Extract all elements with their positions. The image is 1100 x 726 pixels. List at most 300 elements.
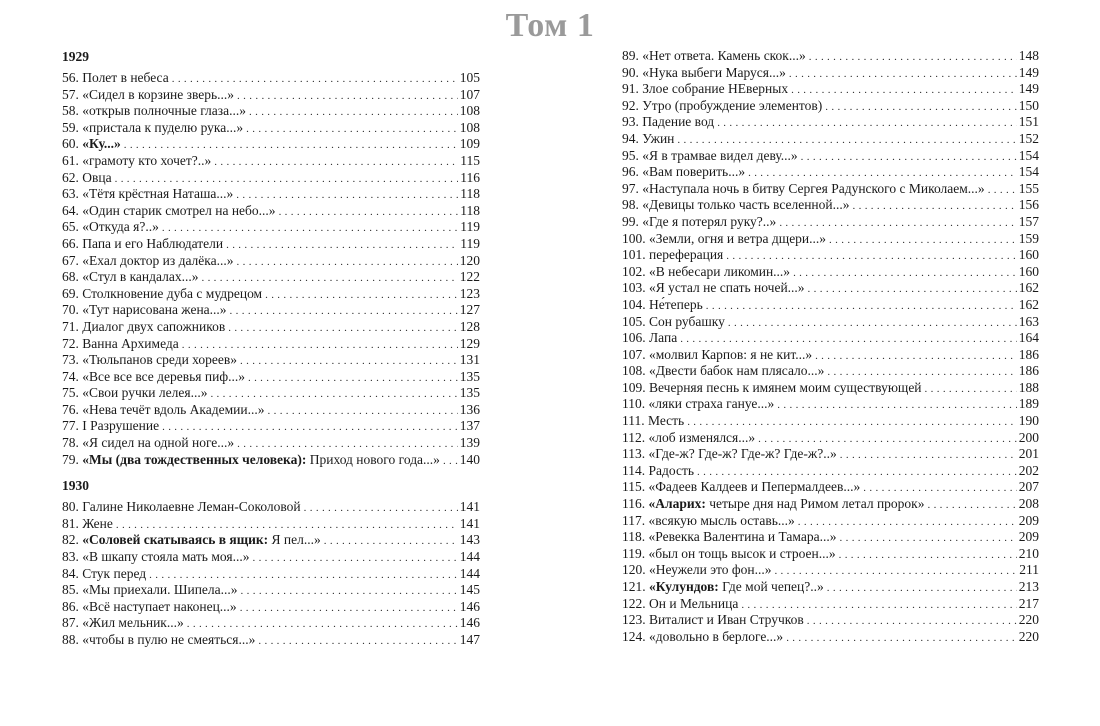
entry-title: [649, 347, 812, 364]
dot-leader: [246, 120, 458, 138]
dot-leader: [265, 286, 458, 304]
dot-leader: [840, 446, 1017, 464]
entry-title-text: «Фадеев Калдеев и Пепермалдеев...»: [648, 479, 861, 495]
toc-entry: [622, 629, 1039, 646]
page-number: 217: [1018, 595, 1039, 611]
entry-number: 63.: [62, 186, 79, 202]
entry-title-text: «Тётя крёстная Наташа...»: [82, 186, 234, 202]
page-number: 146: [459, 598, 480, 614]
entry-number: 65.: [62, 219, 79, 235]
entry-title-text: Сон рубашку: [649, 313, 725, 329]
entry-number: 103.: [622, 280, 646, 296]
entry-title-text: «пристала к пуделю рука...»: [82, 119, 244, 135]
dot-leader: [443, 452, 458, 470]
entry-title: [82, 532, 321, 549]
entry-title-text: Ужин: [642, 130, 675, 146]
entry-number: 112.: [622, 429, 646, 445]
entry-title: [642, 131, 674, 148]
toc-entry: [62, 269, 480, 286]
dot-leader: [988, 181, 1017, 199]
entry-title-text: «довольно в берлоге...»: [649, 628, 784, 644]
toc-entry: [622, 463, 1039, 480]
page-number: 146: [459, 615, 480, 631]
dot-leader: [697, 463, 1017, 481]
dot-leader: [268, 402, 458, 420]
dot-leader: [825, 98, 1016, 116]
dot-leader: [726, 247, 1016, 265]
entry-title: [82, 87, 234, 104]
entry-title-text: «Тут нарисована жена...»: [82, 302, 227, 318]
dot-leader: [115, 170, 459, 188]
dot-leader: [839, 546, 1017, 564]
page-number: 122: [459, 269, 480, 285]
dot-leader: [774, 562, 1017, 580]
toc-left-column: [62, 48, 480, 649]
dot-leader: [240, 352, 458, 370]
entry-number: 120.: [622, 562, 646, 578]
entry-title: [82, 136, 120, 153]
entry-number: 88.: [62, 632, 79, 647]
toc-entry: [622, 596, 1039, 613]
entry-title: [649, 314, 725, 331]
page-number: 115: [460, 152, 480, 168]
page-number: 186: [1018, 363, 1039, 379]
page-number: 131: [459, 352, 480, 368]
dot-leader: [827, 363, 1016, 381]
toc-entry: [62, 599, 480, 616]
entry-title: [649, 380, 922, 397]
entry-number: 75.: [62, 385, 79, 401]
entry-number: 68.: [62, 269, 79, 285]
entry-number: 73.: [62, 352, 79, 368]
entry-title-text: Падение вод: [642, 114, 715, 130]
toc-entry: [622, 446, 1039, 463]
page-number: 109: [459, 136, 480, 152]
toc-entry: [62, 153, 480, 170]
entry-title-text: «Нева течёт вдоль Академии...»: [82, 401, 265, 417]
page-number: 157: [1018, 213, 1039, 229]
toc-entry: [622, 114, 1039, 131]
toc-entry: [622, 181, 1039, 198]
toc-entry: [62, 87, 480, 104]
page-number: 135: [459, 368, 480, 384]
year-heading: 1930: [62, 478, 89, 494]
entry-number: 114.: [622, 462, 646, 478]
page-number: 151: [1018, 114, 1039, 130]
page-number: 186: [1018, 346, 1039, 362]
dot-leader: [252, 549, 457, 567]
entry-number: 101.: [622, 247, 646, 263]
entry-number: 110.: [622, 396, 646, 412]
entry-number: 82.: [62, 532, 79, 548]
entry-number: 87.: [62, 615, 79, 631]
page-number: 147: [459, 632, 480, 647]
entry-title-text: Приход нового года...»: [306, 451, 440, 467]
entry-title: [82, 516, 113, 533]
dot-leader: [798, 513, 1017, 531]
toc-entry: [62, 435, 480, 452]
dot-leader: [237, 87, 458, 105]
page-number: 156: [1018, 197, 1039, 213]
entry-number: 64.: [62, 202, 79, 218]
toc-entry: [62, 549, 480, 566]
dot-leader: [241, 582, 458, 600]
page-number: 213: [1018, 579, 1039, 594]
dot-leader: [236, 186, 458, 204]
entry-number: 59.: [62, 119, 79, 135]
entry-title: [642, 197, 849, 214]
toc-entry: [622, 280, 1039, 297]
entry-number: 96.: [622, 164, 639, 180]
entry-title: [649, 297, 703, 314]
toc-entry: [622, 330, 1039, 347]
entry-title: [642, 181, 984, 198]
entry-number: 86.: [62, 598, 79, 614]
entry-number: 111.: [622, 413, 645, 429]
entry-number: 100.: [622, 230, 646, 246]
entry-number: 66.: [62, 235, 79, 251]
entry-number: 67.: [62, 252, 79, 268]
page-number: 164: [1018, 330, 1039, 346]
entry-title-text: Столкновение дуба с мудрецом: [82, 285, 263, 301]
entry-title: [649, 430, 756, 447]
entry-title: [642, 65, 786, 82]
page-number: 107: [459, 86, 480, 102]
toc-entry: [62, 369, 480, 386]
dot-leader: [925, 380, 1017, 398]
entry-number: 115.: [622, 479, 646, 495]
entry-title-text: Злое собрание НЕверных: [642, 81, 789, 97]
entry-title-text: «молвил Карпов: я не кит...»: [649, 346, 813, 362]
toc-entry: [62, 452, 480, 469]
entry-title-text: Виталист и Иван Стручков: [649, 612, 804, 628]
dot-leader: [237, 253, 458, 271]
toc-entry: [622, 396, 1039, 413]
dot-leader: [748, 164, 1017, 182]
page-number: 108: [459, 119, 480, 135]
toc-entry: [62, 170, 480, 187]
page-number: 148: [1018, 48, 1039, 63]
entry-number: 70.: [62, 302, 79, 318]
entry-title-text: «лоб изменялся...»: [648, 429, 756, 445]
toc-entry: [622, 546, 1039, 563]
page-number: 149: [1018, 81, 1039, 97]
entry-title: [82, 435, 234, 452]
entry-number: 113.: [622, 446, 646, 462]
page-number: 211: [1019, 562, 1039, 578]
page-number: 108: [459, 103, 480, 119]
entry-title-text: Вечерняя песнь к имянем моим существующей: [649, 379, 922, 395]
entry-title-text: «Где я потерял руку?..»: [642, 213, 777, 229]
toc-entry: [62, 219, 480, 236]
dot-leader: [815, 347, 1017, 365]
entry-title: [649, 264, 790, 281]
entry-title-text: «Двести бабок нам плясало...»: [649, 363, 825, 379]
entry-number: 99.: [622, 213, 639, 229]
page-number: 160: [1018, 263, 1039, 279]
entry-title-text: Диалог двух сапожников: [82, 318, 226, 334]
page-number: 120: [459, 252, 480, 268]
entry-number: 58.: [62, 103, 79, 119]
dot-leader: [116, 516, 458, 534]
toc-entry: [622, 98, 1039, 115]
entry-number: 74.: [62, 368, 79, 384]
entry-number: 62.: [62, 169, 79, 185]
entry-title: [82, 369, 245, 386]
page-number: 141: [459, 515, 480, 531]
toc-entry: [622, 247, 1039, 264]
toc-entry: [622, 297, 1039, 314]
dot-leader: [927, 496, 1016, 514]
entry-title: [642, 164, 745, 181]
entry-title-text: Лапа: [649, 330, 678, 346]
entry-title: [82, 120, 243, 137]
dot-leader: [827, 579, 1017, 597]
entry-title-text: «Все все все деревья пиф...»: [82, 368, 245, 384]
dot-leader: [677, 131, 1016, 149]
entry-title-text: «Нет ответа. Камень скок...»: [642, 48, 806, 63]
entry-title: [82, 615, 184, 632]
entry-number: 94.: [622, 130, 639, 146]
entry-title: [649, 363, 824, 380]
entry-title-text: «Вам поверить...»: [642, 164, 746, 180]
entry-title-text: «В небесари ликомин...»: [649, 263, 791, 279]
toc-entry: [62, 582, 480, 599]
entry-number: 121.: [622, 579, 646, 594]
dot-leader: [758, 430, 1017, 448]
entry-title-text: «Земли, огня и ветра дщери...»: [649, 230, 827, 246]
dot-leader: [172, 70, 458, 88]
entry-title: [649, 479, 861, 496]
dot-leader: [789, 65, 1017, 83]
entry-title: [82, 103, 246, 120]
entry-title-text: «Наступала ночь в битву Сергея Радунского с Миколаем...»: [642, 180, 985, 196]
entry-title-text: «Сидел в корзине зверь...»: [82, 86, 235, 102]
page-number: 116: [460, 169, 480, 185]
toc-entry: [62, 319, 480, 336]
entry-title: [82, 302, 226, 319]
entry-number: 85.: [62, 582, 79, 598]
entry-title-text: «Жил мельник...»: [82, 615, 184, 631]
entry-title-text: «Один старик смотрел на небо...»: [82, 202, 276, 218]
dot-leader: [228, 319, 458, 337]
entry-title-bold: «Ку...»: [82, 136, 121, 152]
dot-leader: [809, 48, 1017, 66]
entry-title: [649, 496, 925, 513]
page-number: 136: [459, 401, 480, 417]
toc-entry: [622, 231, 1039, 248]
entry-title: [82, 170, 111, 187]
entry-title-bold: «Аларих:: [648, 496, 706, 512]
dot-leader: [808, 280, 1017, 298]
entry-title-bold: «Мы (два тождественных человека):: [82, 451, 307, 467]
entry-title: [82, 253, 233, 270]
page-number: 210: [1018, 545, 1039, 561]
toc-entry: [62, 336, 480, 353]
entry-title-text: Жене: [82, 515, 113, 531]
page-number: 135: [459, 385, 480, 401]
entry-title-text: «грамоту кто хочет?..»: [82, 152, 212, 168]
page-number: 141: [459, 499, 480, 515]
entry-title-text: «Девицы только часть вселенной...»: [642, 197, 850, 213]
entry-title: [642, 48, 806, 65]
page-number: 144: [459, 565, 480, 581]
entry-title: [649, 529, 837, 546]
entry-title: [642, 98, 822, 115]
entry-number: 91.: [622, 81, 639, 97]
toc-entry: [622, 612, 1039, 629]
volume-title: Том 1: [505, 7, 595, 44]
page-number: 189: [1018, 396, 1039, 412]
dot-leader: [240, 599, 458, 617]
page-number: 220: [1018, 612, 1039, 628]
entry-number: 60.: [62, 136, 79, 152]
entry-title: [649, 247, 723, 264]
toc-entry: [622, 413, 1039, 430]
dot-leader: [249, 103, 458, 121]
page-number: 118: [460, 202, 480, 218]
page-number: 105: [459, 70, 480, 85]
entry-title: [649, 446, 837, 463]
entry-number: 123.: [622, 612, 646, 628]
entry-number: 79.: [62, 451, 79, 467]
toc-entry: [622, 562, 1039, 579]
dot-leader: [680, 330, 1017, 348]
dot-leader: [793, 264, 1017, 282]
dot-leader: [258, 632, 457, 650]
dot-leader: [706, 297, 1017, 315]
page-number: 143: [459, 532, 480, 548]
dot-leader: [863, 479, 1016, 497]
toc-entry: [622, 81, 1039, 98]
dot-leader: [304, 499, 458, 517]
dot-leader: [777, 396, 1016, 414]
entry-number: 83.: [62, 549, 79, 565]
entry-title-text: Галине Николаевне Леман-Соколовой: [82, 499, 301, 515]
page-number: 201: [1018, 446, 1039, 462]
toc-entry: [62, 615, 480, 632]
entry-title: [82, 269, 198, 286]
entry-title: [82, 566, 146, 583]
entry-number: 104.: [622, 296, 646, 312]
entry-number: 102.: [622, 263, 646, 279]
entry-title: [82, 70, 168, 87]
page-number: 155: [1018, 180, 1039, 196]
page-number: 128: [459, 318, 480, 334]
toc-entry: [622, 65, 1039, 82]
page-number: 137: [459, 418, 480, 434]
toc-right-column: [622, 48, 1039, 645]
dot-leader: [124, 136, 458, 154]
page-number: 188: [1018, 379, 1039, 395]
dot-leader: [728, 314, 1017, 332]
toc-entry: [62, 253, 480, 270]
entry-number: 107.: [622, 346, 646, 362]
toc-entry: [62, 186, 480, 203]
dot-leader: [779, 214, 1016, 232]
toc-entry: [62, 632, 480, 649]
page-number: 145: [459, 582, 480, 598]
page-number: 209: [1018, 529, 1039, 545]
entry-number: 118.: [622, 529, 646, 545]
entry-title-text: «был он тощь высок и строен...»: [648, 545, 836, 561]
toc-entry: [62, 566, 480, 583]
entry-title: [649, 280, 805, 297]
entry-title-text: Папа и его Наблюдатели: [82, 235, 224, 251]
toc-entry: [62, 352, 480, 369]
toc-entry: [622, 48, 1039, 65]
page-number: 123: [459, 285, 480, 301]
entry-title-text: «Свои ручки лелея...»: [82, 385, 208, 401]
entry-title-text: Утро (пробуждение элементов): [642, 97, 823, 113]
page-number: 127: [459, 302, 480, 318]
entry-number: 116.: [622, 496, 646, 512]
entry-title: [649, 579, 824, 596]
entry-title-text: четыре дня над Римом летал пророк»: [705, 496, 925, 512]
dot-leader: [840, 529, 1017, 547]
entry-number: 84.: [62, 565, 79, 581]
entry-number: 81.: [62, 515, 79, 531]
entry-title: [82, 452, 440, 469]
entry-title-text: Не́теперь: [649, 296, 703, 312]
entry-title: [649, 596, 738, 613]
toc-entry: [622, 197, 1039, 214]
page-number: 162: [1018, 280, 1039, 296]
page-number: 118: [460, 186, 480, 202]
entry-title: [82, 219, 159, 236]
entry-title: [82, 599, 236, 616]
dot-leader: [853, 197, 1017, 215]
page-number: 200: [1018, 429, 1039, 445]
page-number: 220: [1018, 628, 1039, 644]
page-number: 139: [459, 435, 480, 451]
entry-title: [82, 632, 255, 649]
entry-number: 56.: [62, 70, 79, 85]
entry-number: 93.: [622, 114, 639, 130]
entry-title-text: Он и Мельница: [649, 595, 739, 611]
entry-title-text: «чтобы в пулю не смеяться...»: [82, 632, 256, 647]
entry-title-text: «Ехал доктор из далёка...»: [82, 252, 234, 268]
entry-title-text: «Нука выбеги Маруся...»: [642, 64, 786, 80]
entry-title-text: «В шкапу стояла мать моя...»: [82, 549, 250, 565]
entry-title-text: Стук перед: [82, 565, 147, 581]
entry-number: 109.: [622, 379, 646, 395]
toc-entry: [622, 131, 1039, 148]
entry-number: 122.: [622, 595, 646, 611]
entry-title: [82, 352, 237, 369]
entry-title-text: «Я в трамвае видел деву...»: [642, 147, 798, 163]
dot-leader: [237, 435, 458, 453]
page-number: 149: [1018, 64, 1039, 80]
page-number: 144: [459, 549, 480, 565]
page-number: 150: [1018, 97, 1039, 113]
page-number: 140: [459, 451, 480, 467]
toc-entry: [62, 286, 480, 303]
page-number: 160: [1018, 247, 1039, 263]
entry-title: [642, 148, 797, 165]
entry-title: [82, 203, 275, 220]
entry-number: 117.: [622, 512, 646, 528]
entry-number: 89.: [622, 48, 639, 63]
page-number: 119: [460, 219, 480, 235]
entry-number: 124.: [622, 628, 646, 644]
entry-number: 105.: [622, 313, 646, 329]
toc-entry: [622, 380, 1039, 397]
entry-number: 78.: [62, 435, 79, 451]
entry-title: [82, 319, 225, 336]
dot-leader: [791, 81, 1017, 99]
toc-entry: [622, 496, 1039, 513]
